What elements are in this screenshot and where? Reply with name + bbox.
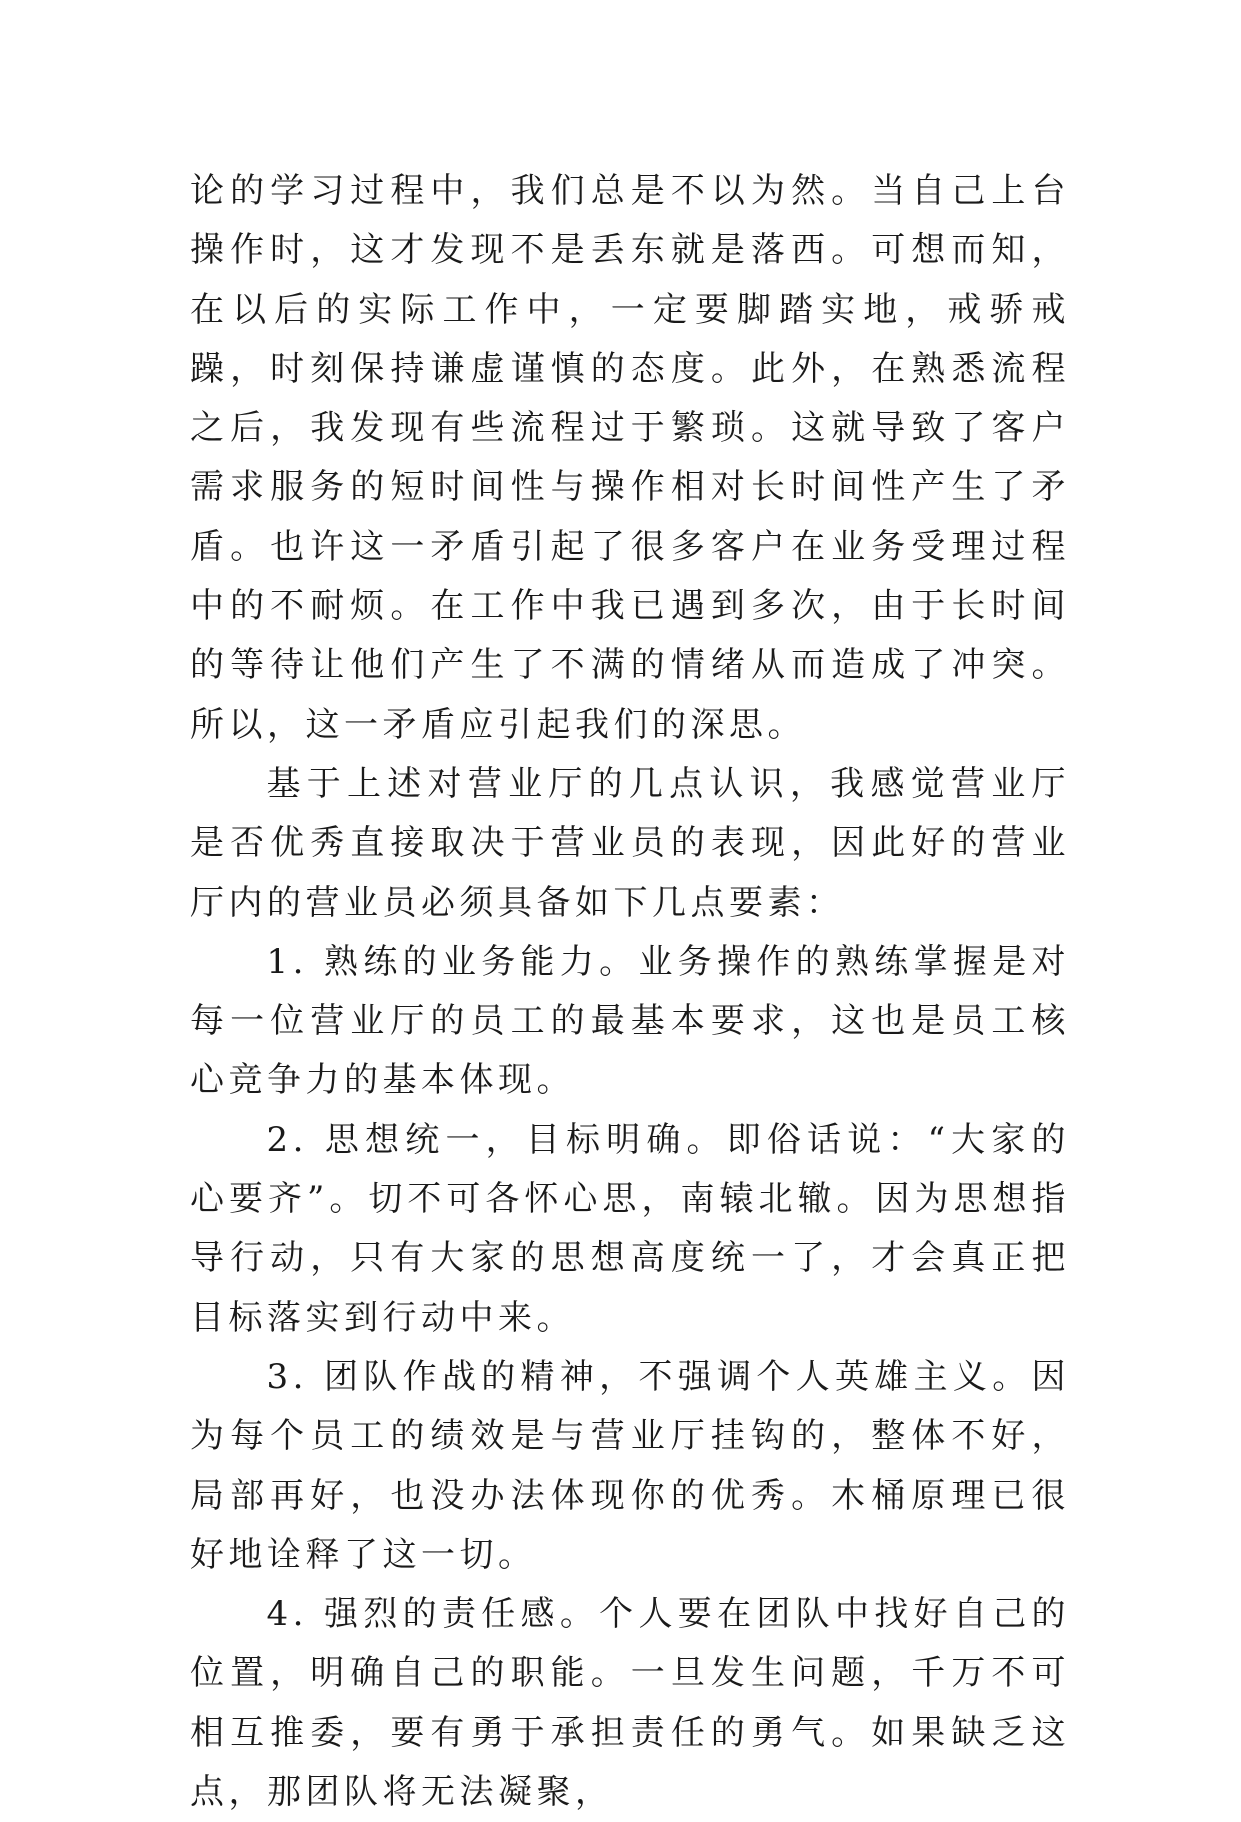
list-item-3: 3. 团队作战的精神，不强调个人英雄主义。因为每个员工的绩效是与营业厅挂钩的，整体不好，局部再好，也没办法体现你的优秀。木桶原理已很好地诠释了这一切。 [190,1356,1070,1575]
document-body [190,162,1070,1822]
paragraph-intro: 基于上述对营业厅的几点认识，我感觉营业厅是否优秀直接取决于营业员的表现，因此好的营业厅内的营业员必须具备如下几点要素： [190,763,1070,923]
list-item-2: 2. 思想统一，目标明确。即俗话说：“大家的心要齐”。切不可各怀心思，南辕北辙。因为思想指导行动，只有大家的思想高度统一了，才会真正把目标落实到行动中来。 [190,1119,1070,1338]
paragraph-continuation: 论的学习过程中，我们总是不以为然。当自己上台操作时，这才发现不是丢东就是落西。可想而知，在以后的实际工作中，一定要脚踏实地，戒骄戒躁，时刻保持谦虚谨慎的态度。此外，在熟悉流程之后，我发现有些流程过于繁琐。这就导致了客户需求服务的短时间性与操作相对长时间性产生了矛盾。也许这一矛盾引起了很多客户在业务受理过程中的不耐烦。在工作中我已遇到多次，由于长时间的等待让他们产生了不满的情绪从而造成了冲突。所以，这一矛盾应引起我们的深思。 [190,171,1070,745]
list-item-1: 1. 熟练的业务能力。业务操作的熟练掌握是对每一位营业厅的员工的最基本要求，这也是员工核心竞争力的基本体现。 [190,941,1070,1101]
list-item-4: 4. 强烈的责任感。个人要在团队中找好自己的位置，明确自己的职能。一旦发生问题，千万不可相互推委，要有勇于承担责任的勇气。如果缺乏这点，那团队将无法凝聚， [190,1594,1070,1813]
